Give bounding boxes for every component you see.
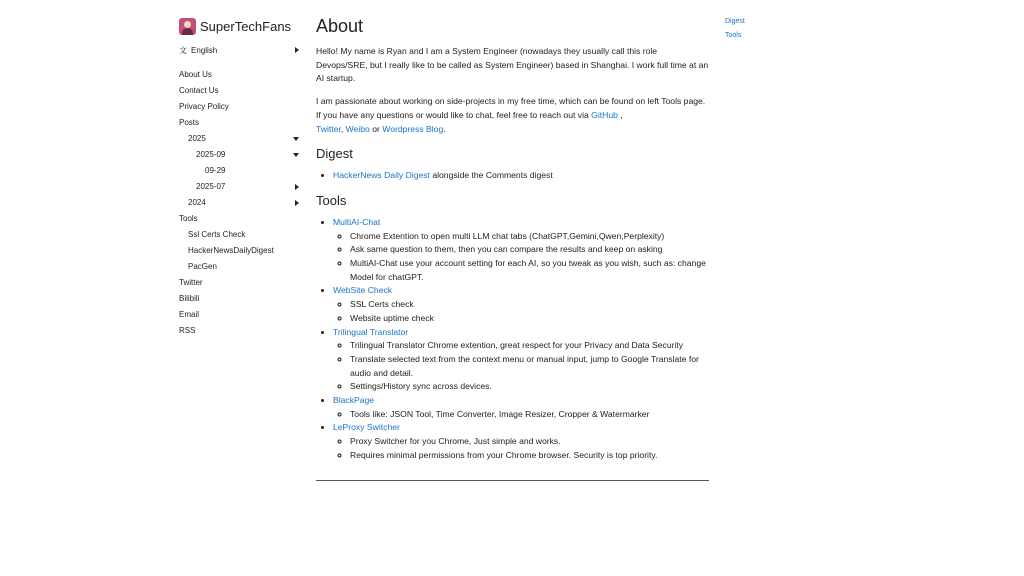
list-item: ◦ MultiAI-Chat use your account setting for each AI, so you tweak as you wish, such as: change Model for chatGPT. — [350, 257, 709, 284]
digest-description: alongside the Comments digest — [429, 170, 553, 181]
tool-item — [333, 326, 709, 395]
separator: . — [443, 123, 446, 134]
page-title: About — [316, 16, 364, 36]
main-content — [316, 12, 709, 481]
weibo-link[interactable]: Weibo — [345, 123, 370, 134]
list-item: ◦ Tools like: JSON Tool, Time Converter, Image Resizer, Cropper & Watermarker — [350, 408, 709, 422]
sidebar-item-2025[interactable] — [179, 131, 301, 147]
list-item: ◦ Proxy Switcher for you Chrome, Just simple and works. — [350, 435, 709, 449]
list-item: ◦ Chrome Extention to open multi LLM chat tabs (ChatGPT,Gemini,Qwen,Perplexity) — [350, 230, 709, 244]
caret-right-icon — [295, 184, 299, 190]
list-item: ◦ Trilingual Translator Chrome extention, great respect for your Privacy and Data Security — [350, 339, 709, 353]
list-item: ◦ Settings/History sync across devices. — [350, 380, 709, 394]
sidebar-item-tools[interactable]: Tools — [179, 214, 198, 223]
tool-link-multiai-chat[interactable]: MultiAI-Chat — [333, 216, 381, 227]
wordpress-blog-link[interactable]: Wordpress Blog — [382, 123, 444, 134]
sidebar-item-label: 2025 — [188, 134, 206, 143]
tools-list — [316, 216, 709, 463]
tool-link-blackpage[interactable]: BlackPage — [333, 395, 375, 406]
tool-item — [333, 394, 709, 421]
tool-item — [333, 421, 709, 462]
contact-paragraph — [316, 95, 709, 136]
twitter-link[interactable]: Twitter — [316, 123, 341, 134]
hackernews-digest-link[interactable]: HackerNews Daily Digest — [333, 170, 430, 181]
caret-right-icon — [295, 200, 299, 206]
sidebar-item-label: 2025-09 — [196, 150, 226, 159]
list-item: ◦ Ask same question to them, then you can compare the results and keep on asking — [350, 243, 709, 257]
caret-right-icon — [295, 47, 299, 53]
content-divider — [316, 480, 709, 481]
sidebar-item-rss[interactable]: RSS — [179, 326, 196, 335]
sidebar-item-posts[interactable]: Posts — [179, 118, 200, 127]
sidebar-item-2025-09[interactable] — [179, 147, 301, 163]
tool-item — [333, 284, 709, 325]
digest-heading: Digest — [316, 146, 353, 162]
list-item: ◦ Website uptime check — [350, 312, 709, 326]
contact-text: I am passionate about working on side-projects in my free time, which can be found on left Tools page. If you have any questions or would like to chat, feel free to reach out via — [316, 96, 706, 120]
tool-details — [333, 298, 709, 325]
toc-link-tools[interactable]: Tools — [725, 32, 742, 39]
toc-link-digest[interactable]: Digest — [725, 18, 745, 25]
tool-details — [333, 408, 709, 422]
list-item: ◦ Requires minimal permissions from your Chrome browser. Security is top priority. — [350, 449, 709, 463]
sidebar-item-twitter[interactable]: Twitter — [179, 278, 203, 287]
separator: , — [617, 109, 623, 120]
sidebar-item-09-29[interactable]: 09-29 — [205, 166, 226, 175]
sidebar-item-2025-07[interactable] — [179, 179, 301, 195]
sidebar-item-email[interactable]: Email — [179, 310, 200, 319]
caret-down-icon — [293, 137, 299, 141]
sidebar-item-contact[interactable]: Contact Us — [179, 86, 219, 95]
list-item: ◦ Translate selected text from the context menu or manual input, jump to Google Translate for audio and detail. — [350, 353, 709, 380]
sidebar — [179, 16, 301, 339]
language-selector[interactable] — [179, 42, 301, 58]
table-of-contents — [725, 15, 745, 43]
tool-link-website-check[interactable]: WebSite Check — [333, 285, 393, 296]
intro-paragraph: Hello! My name is Ryan and I am a System Engineer (nowadays they usually call this role Devops/SRE, but I really like to be called as System Engineer) based in Shanghai. I work full time at an AI startup. — [316, 46, 709, 84]
site-logo-icon — [179, 18, 196, 35]
language-label: English — [191, 45, 218, 55]
site-title: SuperTechFans — [200, 18, 292, 34]
sidebar-item-hackernews-daily-digest[interactable]: HackerNewsDailyDigest — [188, 246, 274, 255]
caret-down-icon — [293, 153, 299, 157]
sidebar-item-pacgen[interactable]: PacGen — [188, 262, 217, 271]
sidebar-item-ssl-certs-check[interactable]: Ssl Certs Check — [188, 230, 246, 239]
separator: or — [369, 123, 383, 134]
site-brand[interactable] — [179, 16, 301, 36]
tool-item — [333, 216, 709, 285]
digest-list — [316, 169, 709, 183]
sidebar-item-2024[interactable] — [179, 195, 301, 211]
tool-details — [333, 230, 709, 285]
github-link[interactable]: GitHub — [591, 109, 618, 120]
translate-icon: 文 — [179, 45, 187, 55]
separator: , — [340, 123, 346, 134]
sidebar-item-label: 2025-07 — [196, 182, 226, 191]
tools-heading: Tools — [316, 192, 347, 208]
sidebar-item-label: 2024 — [188, 198, 206, 207]
list-item — [333, 169, 709, 183]
sidebar-item-about[interactable]: About Us — [179, 70, 212, 79]
tool-link-trilingual-translator[interactable]: Trilingual Translator — [333, 326, 409, 337]
sidebar-item-bilibili[interactable]: Bilibili — [179, 294, 200, 303]
sidebar-item-privacy[interactable]: Privacy Policy — [179, 102, 229, 111]
tool-link-leproxy-switcher[interactable]: LeProxy Switcher — [333, 422, 400, 433]
list-item: ◦ SSL Certs check — [350, 298, 709, 312]
tool-details — [333, 435, 709, 462]
tool-details — [333, 339, 709, 394]
